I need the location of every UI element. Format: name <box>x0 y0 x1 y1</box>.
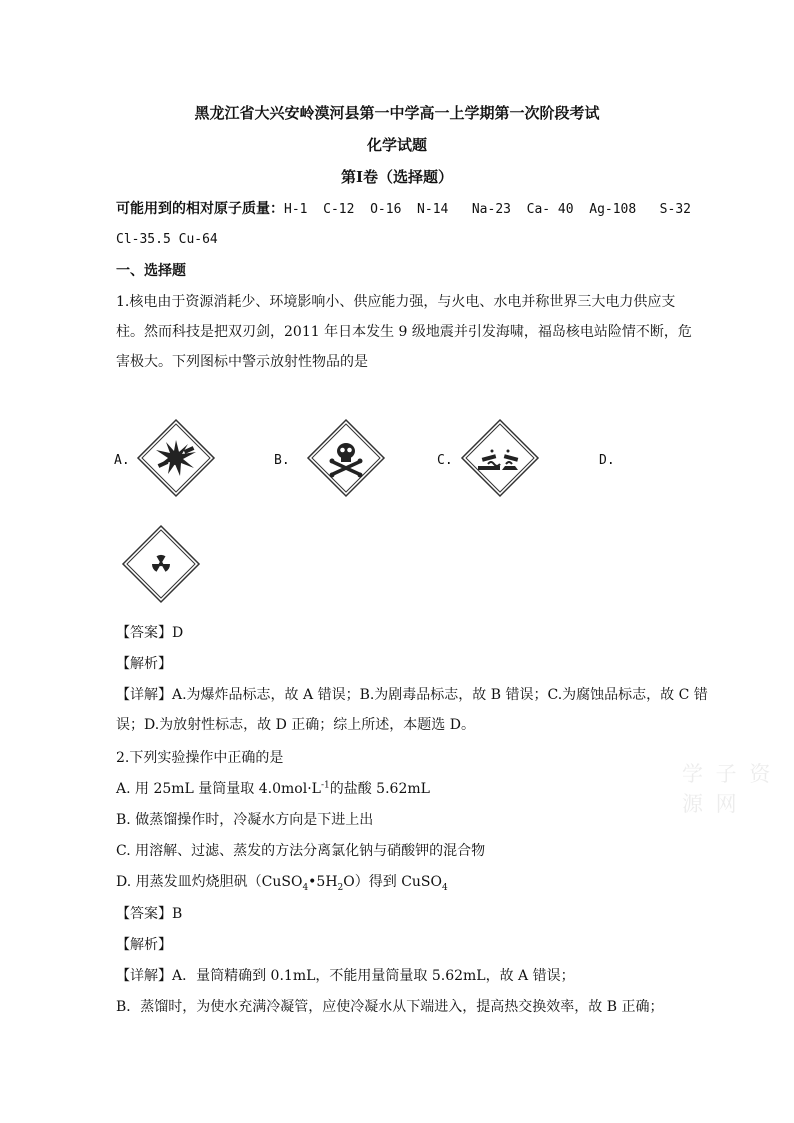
q1-stem-line3: 害极大。下列图标中警示放射性物品的是 <box>116 354 368 370</box>
q1-option-b-label: B. <box>274 453 290 468</box>
explosive-icon <box>136 418 216 498</box>
q2-option-a-tail: 的盐酸 5.62mL <box>329 781 430 797</box>
q2-option-d <box>116 873 448 891</box>
q2-option-d-mid2: O）得到 CuSO <box>343 874 443 890</box>
watermark: 学 子 资 源 网 <box>682 762 774 816</box>
q2-stem: 2.下列实验操作中正确的是 <box>116 750 284 766</box>
q2-option-d-mid: •5H <box>308 874 338 890</box>
q1-answer: 【答案】D <box>116 625 184 641</box>
q2-option-d-sub3: 4 <box>442 882 448 893</box>
q2-analysis-heading: 【解析】 <box>116 937 172 953</box>
exam-title: 黑龙江省大兴安岭漠河县第一中学高一上学期第一次阶段考试 <box>194 104 600 122</box>
q2-option-d-sub1: 4 <box>302 882 309 893</box>
q2-detail-a: 【详解】A．量筒精确到 0.1mL，不能用量筒量取 5.62mL，故 A 错误； <box>116 968 575 984</box>
q2-option-c: C. 用溶解、过滤、蒸发的方法分离氯化钠与硝酸钾的混合物 <box>116 843 486 859</box>
q1-option-d-label: D. <box>599 453 615 468</box>
q2-option-d-text: D. 用蒸发皿灼烧胆矾（CuSO <box>116 874 303 890</box>
section-title: 第Ⅰ卷（选择题） <box>340 168 454 186</box>
poison-skull-icon <box>306 418 386 498</box>
q1-option-a-label: A. <box>114 453 130 468</box>
q2-option-b: B. 做蒸馏操作时，冷凝水方向是下进上出 <box>116 812 374 828</box>
q2-answer: 【答案】B <box>116 906 183 922</box>
part-heading: 一、选择题 <box>116 263 186 279</box>
q2-option-d-sub2: 2 <box>337 882 344 893</box>
q2-option-a-sup: -1 <box>320 780 330 791</box>
q1-detail-line2: 误；D.为放射性标志，故 D 正确；综上所述，本题选 D。 <box>116 717 475 733</box>
corrosive-icon <box>460 418 540 498</box>
q2-detail-b: B．蒸馏时，为使水充满冷凝管，应使冷凝水从下端进入，提高热交换效率，故 B 正确； <box>116 999 664 1015</box>
atomic-masses-values: H-1 C-12 O-16 N-14 Na-23 Ca- 40 Ag-108 S-32 <box>284 202 691 217</box>
q2-option-a-text: A. 用 25mL 量筒量取 4.0mol·L <box>116 781 321 797</box>
atomic-masses-label: 可能用到的相对原子质量： <box>116 201 284 217</box>
exam-subtitle: 化学试题 <box>366 136 427 154</box>
q1-stem-line1: 1.核电由于资源消耗少、环境影响小、供应能力强，与火电、水电并称世界三大电力供应支 <box>116 294 676 310</box>
q1-option-c-label: C. <box>437 453 453 468</box>
q1-analysis-heading: 【解析】 <box>116 656 172 672</box>
atomic-masses-line2: Cl-35.5 Cu-64 <box>116 232 218 247</box>
q1-detail-line1: 【详解】A.为爆炸品标志，故 A 错误；B.为剧毒品标志，故 B 错误；C.为腐蚀品标志，故 C 错 <box>116 687 708 703</box>
atomic-masses-line <box>116 200 691 219</box>
radiation-icon <box>121 524 201 604</box>
q1-stem-line2: 柱。然而科技是把双刃剑，2011 年日本发生 9 级地震并引发海啸，福岛核电站险情不断，危 <box>116 324 692 340</box>
q2-option-a <box>116 780 430 798</box>
